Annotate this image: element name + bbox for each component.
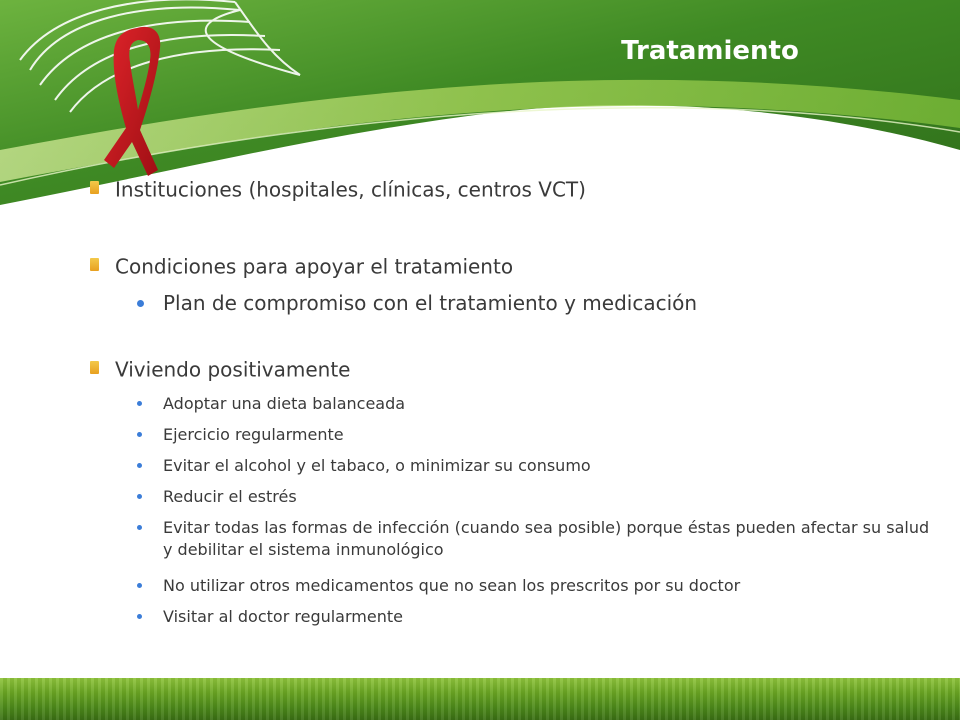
- square-bullet-icon: [90, 181, 99, 194]
- section-heading-condiciones: Condiciones para apoyar el tratamiento: [90, 253, 513, 279]
- slide: Tratamiento Instituciones (hospitales, clínicas, centros VCT) Condiciones para apoyar el tratamiento Plan de compromiso con el tratamiento y medicación Viviendo positivamente Adoptar una dieta balanceada Ejercicio regularmente Evitar el alcohol y el tabaco, o minimizar su consumo Reducir el estrés Evitar todas las formas de infección (cuando sea posible) porque éstas pueden afectar su salud y debilitar el sistema inmunológico No utilizar otros medicamentos que no sean los prescritos por su doctor Visitar al doctor regularmente: [0, 0, 960, 720]
- square-bullet-icon: [90, 258, 99, 271]
- section-heading-instituciones: Instituciones (hospitales, clínicas, centros VCT): [90, 176, 586, 202]
- dot-bullet-icon: [137, 525, 142, 530]
- dot-bullet-icon: [137, 494, 142, 499]
- section-heading-viviendo: Viviendo positivamente: [90, 356, 350, 382]
- dot-bullet-icon: [137, 614, 142, 619]
- dot-bullet-icon: [137, 300, 144, 307]
- dot-bullet-icon: [137, 432, 142, 437]
- dot-bullet-icon: [137, 401, 142, 406]
- square-bullet-icon: [90, 361, 99, 374]
- footer-bar: [0, 678, 960, 720]
- page-title: Tratamiento: [621, 36, 799, 66]
- dot-bullet-icon: [137, 583, 142, 588]
- dot-bullet-icon: [137, 463, 142, 468]
